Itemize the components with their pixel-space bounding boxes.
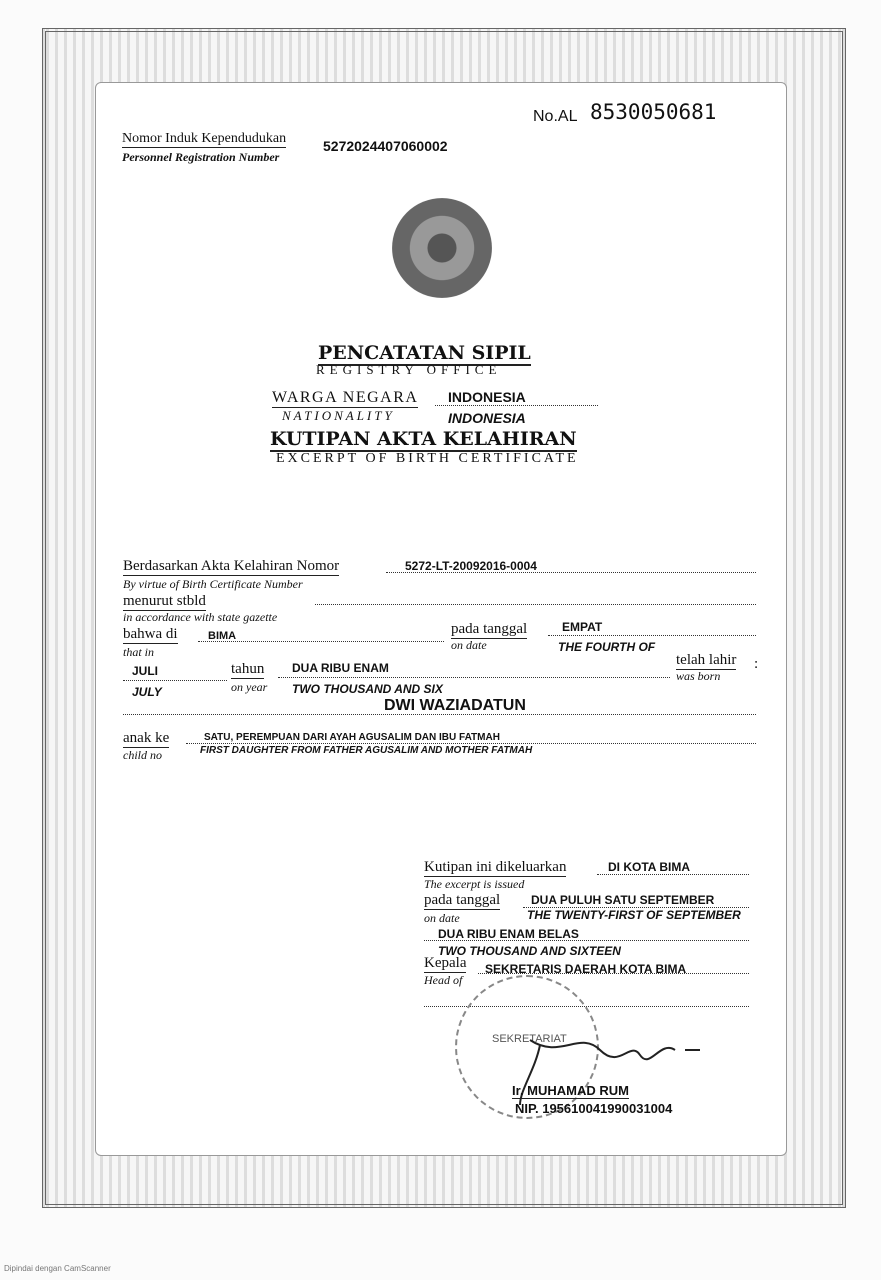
office-title: PENCATATAN SIPIL: [318, 342, 531, 364]
place-label-en: that in: [123, 645, 155, 659]
day-value-en: THE FOURTH OF: [558, 640, 656, 654]
day-value: EMPAT: [562, 620, 603, 634]
head-label-en: Head of: [424, 973, 463, 987]
child-value: SATU, PEREMPUAN DARI AYAH AGUSALIM DAN IBU FATMAH: [204, 732, 500, 743]
issued-place: DI KOTA BIMA: [608, 860, 690, 874]
stamp-text: SEKRETARIAT: [492, 1033, 567, 1045]
born-label: telah lahir: [676, 652, 737, 668]
year-label-en: on year: [231, 680, 268, 694]
born-label-en: was born: [676, 669, 721, 683]
date-label: pada tanggal: [451, 621, 528, 637]
year-label: tahun: [231, 661, 265, 677]
month-value-en: JULY: [132, 685, 162, 699]
nationality-label: WARGA NEGARA: [272, 389, 419, 406]
official-nip: NIP. 195610041990031004: [515, 1101, 673, 1116]
issue-date-label-en: on date: [424, 911, 460, 925]
child-label: anak ke: [123, 730, 170, 746]
nik-label: Nomor Induk Kependudukan: [122, 131, 287, 146]
cert-label-en: By virtue of Birth Certificate Number: [123, 577, 303, 591]
month-value: JULI: [132, 664, 159, 678]
nik-label-en: Personnel Registration Number: [122, 150, 280, 164]
place-label: bahwa di: [123, 626, 178, 642]
nationality-value: INDONESIA: [448, 389, 526, 405]
child-label-en: child no: [123, 748, 162, 762]
issue-year-en: TWO THOUSAND AND SIXTEEN: [438, 944, 621, 958]
issue-date-en: THE TWENTY-FIRST OF SEPTEMBER: [527, 908, 741, 922]
issue-date-label: pada tanggal: [424, 892, 501, 908]
issue-year: DUA RIBU ENAM BELAS: [438, 927, 579, 941]
stbld-label-en: in accordance with state gazette: [123, 610, 278, 624]
place-value: BIMA: [208, 630, 237, 642]
certificate-no-prefix: No.AL: [533, 108, 578, 125]
date-label-en: on date: [451, 638, 487, 652]
nik-value: 5272024407060002: [323, 138, 448, 154]
document-title: KUTIPAN AKTA KELAHIRAN: [270, 428, 577, 450]
child-name: DWI WAZIADATUN: [384, 697, 526, 714]
certificate-no: 8530050681: [590, 100, 717, 124]
colon: :: [754, 656, 759, 672]
cert-number: 5272-LT-20092016-0004: [405, 559, 537, 573]
nationality-label-en: NATIONALITY: [282, 408, 395, 423]
year-value: DUA RIBU ENAM: [292, 661, 389, 675]
issue-date: DUA PULUH SATU SEPTEMBER: [531, 893, 715, 907]
scanner-watermark: Dipindai dengan CamScanner: [4, 1264, 111, 1273]
garuda-emblem: [392, 198, 492, 298]
document-title-en: EXCERPT OF BIRTH CERTIFICATE: [276, 451, 579, 466]
head-label: Kepala: [424, 955, 467, 971]
year-value-en: TWO THOUSAND AND SIX: [292, 682, 443, 696]
cert-label: Berdasarkan Akta Kelahiran Nomor: [123, 558, 340, 574]
child-value-en: FIRST DAUGHTER FROM FATHER AGUSALIM AND MOTHER FATMAH: [200, 745, 533, 756]
issued-label-en: The excerpt is issued: [424, 877, 525, 891]
issued-label: Kutipan ini dikeluarkan: [424, 859, 567, 875]
official-name: Ir. MUHAMAD RUM: [512, 1083, 629, 1098]
stbld-label: menurut stbld: [123, 593, 206, 609]
office-title-en: REGISTRY OFFICE: [316, 362, 502, 377]
nationality-value-en: INDONESIA: [448, 410, 526, 426]
head-value: SEKRETARIS DAERAH KOTA BIMA: [485, 962, 687, 976]
